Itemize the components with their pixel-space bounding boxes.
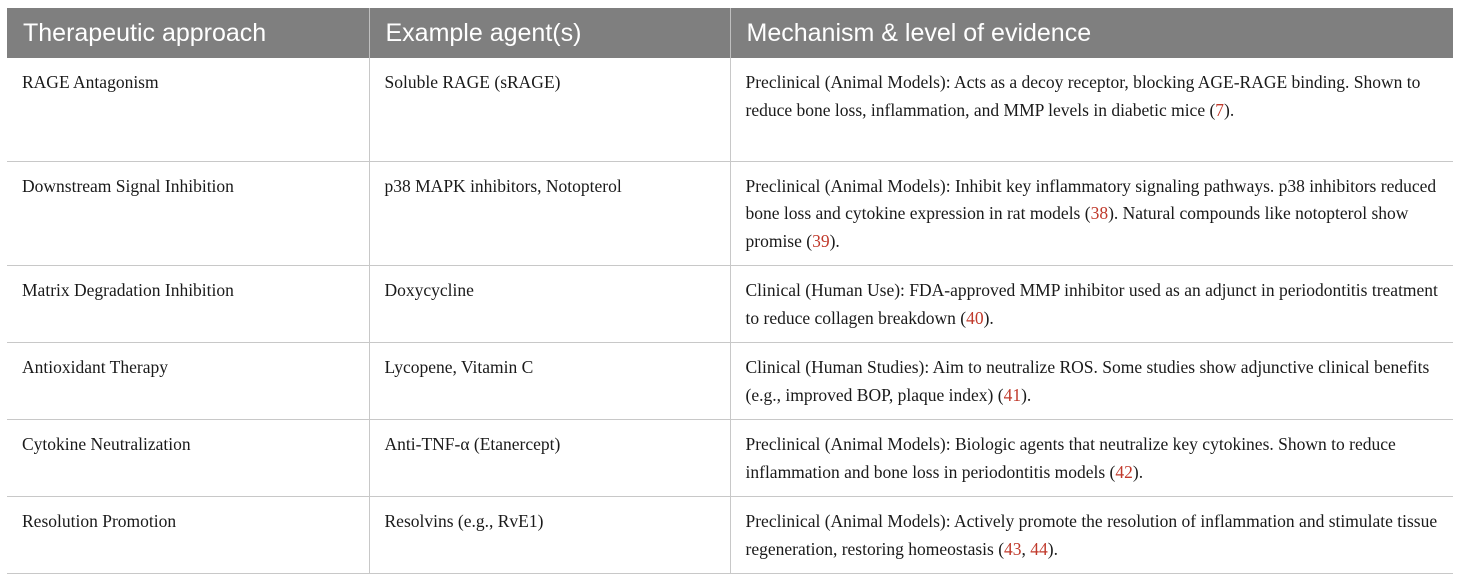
cell-approach: Cytokine Neutralization bbox=[7, 420, 369, 497]
mechanism-mid: ). Natural compounds like notopterol show promise ( bbox=[745, 203, 1409, 251]
reference-link[interactable]: 44 bbox=[1030, 538, 1048, 559]
reference-link[interactable]: 43 bbox=[1004, 538, 1022, 559]
cell-agents: Doxycycline bbox=[369, 266, 730, 343]
mechanism-text: Preclinical (Animal Models): Inhibit key inflammatory signaling pathways. p38 inhibitors reduced bone loss and cytokine expression in rat models ( bbox=[745, 175, 1437, 223]
mechanism-tail: ). bbox=[1224, 99, 1235, 120]
table-body bbox=[7, 58, 1453, 574]
table-row bbox=[7, 420, 1453, 497]
cell-mechanism: Preclinical (Animal Models): Actively promote the resolution of inflammation and stimulate tissue regeneration, restoring homeostasis (43, 44). bbox=[730, 497, 1453, 574]
mechanism-text: Preclinical (Animal Models): Acts as a decoy receptor, blocking AGE-RAGE binding. Shown to reduce bone loss, inflammation, and MMP levels in diabetic mice ( bbox=[745, 72, 1421, 120]
header-mechanism-evidence: Mechanism & level of evidence bbox=[730, 8, 1453, 58]
mechanism-tail: ). bbox=[1021, 384, 1032, 405]
table-row bbox=[7, 497, 1453, 574]
cell-agents: Lycopene, Vitamin C bbox=[369, 343, 730, 420]
mechanism-tail: ). bbox=[1047, 538, 1058, 559]
mechanism-text: Preclinical (Animal Models): Actively promote the resolution of inflammation and stimulate tissue regeneration, restoring homeostasis ( bbox=[745, 511, 1438, 559]
cell-agents: Resolvins (e.g., RvE1) bbox=[369, 497, 730, 574]
cell-agents: p38 MAPK inhibitors, Notopterol bbox=[369, 161, 730, 266]
header-example-agents: Example agent(s) bbox=[369, 8, 730, 58]
cell-approach: Matrix Degradation Inhibition bbox=[7, 266, 369, 343]
reference-link[interactable]: 39 bbox=[812, 230, 830, 251]
mechanism-text: Clinical (Human Studies): Aim to neutralize ROS. Some studies show adjunctive clinical benefits (e.g., improved BOP, plaque index) ( bbox=[745, 357, 1430, 405]
cell-agents: Anti-TNF-α (Etanercept) bbox=[369, 420, 730, 497]
reference-link[interactable]: 40 bbox=[966, 307, 984, 328]
header-row bbox=[7, 8, 1453, 58]
cell-approach: Antioxidant Therapy bbox=[7, 343, 369, 420]
header-therapeutic-approach: Therapeutic approach bbox=[7, 8, 369, 58]
reference-link[interactable]: 42 bbox=[1115, 461, 1133, 482]
cell-approach: RAGE Antagonism bbox=[7, 58, 369, 161]
mechanism-tail: ). bbox=[983, 307, 994, 328]
cell-mechanism bbox=[730, 343, 1453, 420]
table-row bbox=[7, 161, 1453, 266]
cell-mechanism bbox=[730, 420, 1453, 497]
reference-link[interactable]: 38 bbox=[1090, 203, 1109, 223]
table-row bbox=[7, 266, 1453, 343]
mechanism-text: Clinical (Human Use): FDA-approved MMP inhibitor used as an adjunct in periodontitis treatment to reduce collagen breakdown ( bbox=[745, 280, 1438, 328]
cell-approach: Downstream Signal Inhibition bbox=[7, 161, 369, 266]
cell-approach: Resolution Promotion bbox=[7, 497, 369, 574]
table-row bbox=[7, 343, 1453, 420]
mechanism-tail: ). bbox=[1132, 461, 1144, 482]
therapy-table-container bbox=[7, 8, 1453, 574]
table-row bbox=[7, 58, 1453, 161]
cell-mechanism bbox=[730, 161, 1453, 266]
therapy-table bbox=[7, 8, 1453, 574]
reference-link[interactable]: 7 bbox=[1215, 99, 1225, 120]
table-header bbox=[7, 8, 1453, 58]
cell-agents: Soluble RAGE (sRAGE) bbox=[369, 58, 730, 161]
cell-mechanism bbox=[730, 58, 1453, 161]
reference-link[interactable]: 41 bbox=[1003, 384, 1022, 405]
mechanism-tail: ). bbox=[829, 230, 840, 251]
mechanism-text: Preclinical (Animal Models): Biologic agents that neutralize key cytokines. Shown to reduce inflammation and bone loss in periodontitis models ( bbox=[745, 434, 1396, 482]
cell-mechanism bbox=[730, 266, 1453, 343]
